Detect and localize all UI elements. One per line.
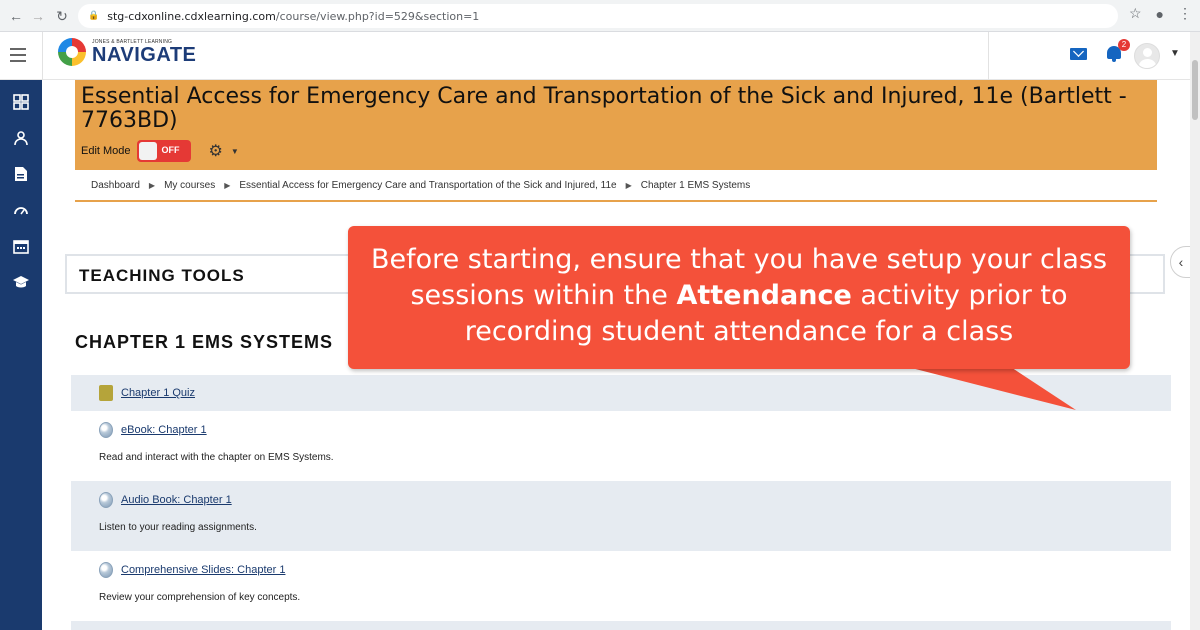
toggle-knob xyxy=(139,142,157,160)
edit-mode-label: Edit Mode xyxy=(81,145,131,157)
callout-text xyxy=(358,242,1120,350)
globe-icon xyxy=(99,422,113,438)
callout-pointer xyxy=(880,360,1080,420)
globe-icon xyxy=(99,562,113,578)
menu-icon[interactable] xyxy=(10,44,32,66)
url-path: /course/view.php?id=529&section=1 xyxy=(275,9,480,23)
activity-link[interactable]: eBook: Chapter 1 xyxy=(121,424,207,436)
star-icon[interactable]: ☆ xyxy=(1128,5,1142,21)
callout-text-start: Before starting, ensure that you have setup your class sessions within the xyxy=(370,244,1108,311)
chevron-down-icon[interactable]: ▼ xyxy=(1170,48,1180,59)
avatar[interactable] xyxy=(1134,43,1160,69)
logo-mark-icon xyxy=(58,38,86,66)
page-scrollbar[interactable] xyxy=(1190,32,1200,630)
activity-link[interactable]: Comprehensive Slides: Chapter 1 xyxy=(121,564,286,576)
edit-mode-toggle[interactable] xyxy=(137,140,191,162)
back-icon[interactable]: ← xyxy=(9,8,23,24)
instruction-callout xyxy=(348,226,1130,369)
logo-publisher: JONES & BARTLETT LEARNING xyxy=(92,38,173,45)
lock-icon: 🔒 xyxy=(88,11,100,21)
list-item xyxy=(71,621,1171,630)
breadcrumb-item[interactable]: My courses xyxy=(164,179,216,191)
course-header xyxy=(75,80,1157,170)
participants-icon[interactable] xyxy=(11,128,31,148)
list-item xyxy=(71,411,1171,481)
toggle-state: OFF xyxy=(161,145,180,155)
account-icon[interactable]: ● xyxy=(1155,5,1164,22)
sidebar xyxy=(0,80,42,630)
globe-icon xyxy=(99,492,113,508)
scrollbar-thumb[interactable] xyxy=(1192,60,1198,120)
activity-description: Review your comprehension of key concepts. xyxy=(99,592,301,603)
activity-description: Read and interact with the chapter on EMS Systems. xyxy=(99,452,334,463)
section-title: CHAPTER 1 EMS SYSTEMS xyxy=(75,332,334,352)
app-topbar xyxy=(0,32,1190,80)
callout-text-emphasis: Attendance xyxy=(676,280,852,311)
callout-text-end: activity prior to recording student attendance for a class xyxy=(464,280,1068,347)
breadcrumb-item[interactable]: Dashboard xyxy=(91,179,140,191)
reload-icon[interactable]: ↻ xyxy=(56,7,68,24)
edit-mode-control xyxy=(81,140,239,162)
gear-icon[interactable]: ⚙ xyxy=(208,143,223,160)
browser-toolbar xyxy=(0,0,1200,32)
calendar-icon[interactable] xyxy=(11,236,31,256)
address-bar[interactable] xyxy=(78,4,1118,28)
chevron-down-icon[interactable]: ▼ xyxy=(230,146,239,156)
browser-actions xyxy=(1129,5,1192,22)
url-host: stg-cdxonline.cdxlearning.com xyxy=(107,9,276,23)
breadcrumb-item[interactable]: Essential Access for Emergency Care and Transportation of the Sick and Injured, 11e xyxy=(239,179,617,191)
more-icon[interactable]: ⋮ xyxy=(1178,5,1192,21)
graduation-cap-icon[interactable] xyxy=(11,272,31,292)
gauge-icon[interactable] xyxy=(11,200,31,220)
activity-link[interactable]: Audio Book: Chapter 1 xyxy=(121,494,232,506)
course-icon[interactable] xyxy=(11,164,31,184)
logo-wordmark: NAVIGATE xyxy=(92,43,197,66)
chevron-left-icon[interactable]: ‹ xyxy=(1170,246,1190,278)
breadcrumb-separator: ▶ xyxy=(625,180,632,190)
breadcrumb-separator: ▶ xyxy=(224,180,231,190)
page-title: Essential Access for Emergency Care and Transportation of the Sick and Injured, 11e (Bartlett - 7763BD) xyxy=(81,84,1127,133)
breadcrumb-item[interactable]: Chapter 1 EMS Systems xyxy=(640,179,751,191)
activity-description: Listen to your reading assignments. xyxy=(99,522,257,533)
divider xyxy=(988,32,989,80)
divider xyxy=(42,32,43,80)
dashboard-icon[interactable] xyxy=(11,92,31,112)
activity-link[interactable]: Chapter 1 Quiz xyxy=(121,387,195,399)
notification-badge: 2 xyxy=(1118,39,1130,51)
list-item xyxy=(71,481,1171,551)
breadcrumb xyxy=(75,170,1157,202)
list-item xyxy=(71,551,1171,621)
teaching-tools-title: TEACHING TOOLS xyxy=(79,266,245,285)
breadcrumb-separator: ▶ xyxy=(148,180,156,190)
navigate-logo[interactable] xyxy=(58,38,196,66)
quiz-icon xyxy=(99,385,113,401)
mail-icon[interactable] xyxy=(1070,48,1087,60)
forward-icon[interactable]: → xyxy=(31,8,45,24)
